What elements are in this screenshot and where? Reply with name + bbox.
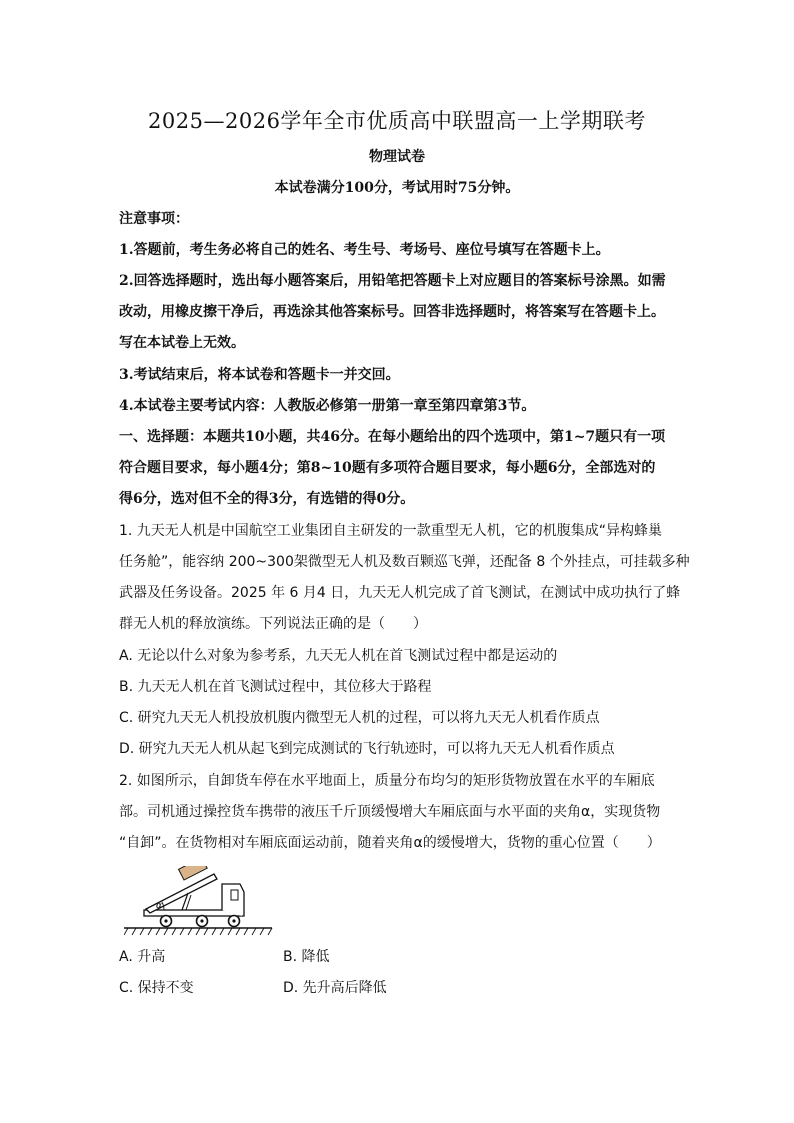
q2-option-b: B. 降低 bbox=[283, 949, 330, 965]
section-instructions: 一、选择题：本题共10小题，共46分。在每小题给出的四个选项中，第1~7题只有一项 bbox=[119, 429, 666, 445]
q1-option-b: B. 九天无人机在首飞测试过程中，其位移大于路程 bbox=[119, 679, 432, 695]
exam-title: 2025—2026学年全市优质高中联盟高一上学期联考 bbox=[148, 109, 646, 133]
note-line: 写在本试卷上无效。 bbox=[119, 335, 245, 351]
q2-option-a: A. 升高 bbox=[119, 949, 166, 965]
subject-title: 物理试卷 bbox=[369, 149, 425, 165]
exam-info: 本试卷满分100分，考试用时75分钟。 bbox=[274, 180, 520, 196]
q2-stem: 2. 如图所示，自卸货车停在水平地面上，质量分布均匀的矩形货物放置在水平的车厢底 bbox=[119, 773, 655, 789]
q1-option-a: A. 无论以什么对象为参考系，九天无人机在首飞测试过程中都是运动的 bbox=[119, 648, 558, 664]
q1-stem: 武器及任务设备。2025 年 6 月4 日，九天无人机完成了首飞测试，在测试中成功执行了蜂 bbox=[119, 585, 681, 601]
angle-label: α bbox=[156, 901, 163, 911]
dump-truck-figure bbox=[124, 866, 274, 938]
note-line: 改动，用橡皮擦干净后，再选涂其他答案标号。回答非选择题时，将答案写在答题卡上。 bbox=[119, 304, 665, 320]
section-instructions: 符合题目要求，每小题4分；第8~10题有多项符合题目要求，每小题6分，全部选对的 bbox=[119, 460, 656, 476]
q2-stem: “自卸”。在货物相对车厢底面运动前，随着夹角α的缓慢增大，货物的重心位置（ ） bbox=[119, 835, 661, 851]
section-instructions: 得6分，选对但不全的得3分，有选错的得0分。 bbox=[119, 491, 415, 507]
q2-option-d: D. 先升高后降低 bbox=[283, 980, 387, 996]
note-line: 3.考试结束后，将本试卷和答题卡一并交回。 bbox=[119, 367, 400, 383]
note-line: 4.本试卷主要考试内容：人教版必修第一册第一章至第四章第3节。 bbox=[119, 398, 536, 414]
q2-option-c: C. 保持不变 bbox=[119, 980, 194, 996]
q1-stem: 任务舱”，能容纳 200~300架微型无人机及数百颗巡飞弹，还配备 8 个外挂点，可挂载多种 bbox=[119, 554, 690, 570]
note-line: 2.回答选择题时，选出每小题答案后，用铅笔把答题卡上对应题目的答案标号涂黑。如需 bbox=[119, 273, 666, 289]
q1-stem: 群无人机的释放演练。下列说法正确的是（ ） bbox=[119, 616, 427, 632]
q2-stem: 部。司机通过操控货车携带的液压千斤顶缓慢增大车厢底面与水平面的夹角α，实现货物 bbox=[119, 804, 661, 820]
q1-stem: 1. 九天无人机是中国航空工业集团自主研发的一款重型无人机，它的机腹集成“异构蜂巢 bbox=[119, 523, 663, 539]
note-line: 1.答题前，考生务必将自己的姓名、考生号、考场号、座位号填写在答题卡上。 bbox=[119, 242, 610, 258]
notes-heading: 注意事项： bbox=[119, 211, 189, 227]
q1-option-d: D. 研究九天无人机从起飞到完成测试的飞行轨迹时，可以将九天无人机看作质点 bbox=[119, 741, 615, 757]
q1-option-c: C. 研究九天无人机投放机腹内微型无人机的过程，可以将九天无人机看作质点 bbox=[119, 710, 600, 726]
